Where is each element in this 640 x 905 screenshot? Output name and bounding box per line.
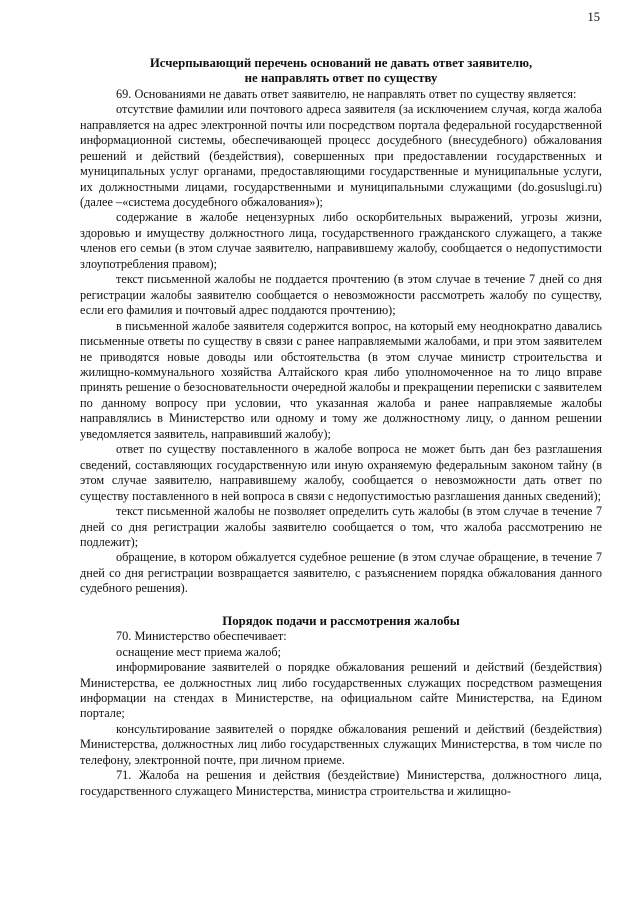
- page-number: 15: [587, 10, 600, 24]
- paragraph-no-surname: отсутствие фамилии или почтового адреса заявителя (за исключением случая, когда жалоба направляется на адрес электронной почты или посредством портала федеральной государственной информационной системы, обеспечивающей процесс досудебного (внесудебного) обжалования решений и действий (бездействия), совершенных при предоставлении государственных и муниципальных услуг органами, предоставляющими государственные и муниципальные услуги, их должностными лицами, государственными и муниципальными служащими (do.gosuslugi.ru) (далее –«система досудебного обжалования»);: [80, 102, 602, 209]
- section-title-grounds: [80, 0, 602, 87]
- paragraph-consulting: консультирование заявителей о порядке обжалования решений и действий (бездействия) Министерства, должностных лиц либо государственных служащих Министерства, в том числе по телефону, электронной почте, при личном приеме.: [80, 721, 602, 767]
- paragraph-71: 71. Жалоба на решения и действия (бездействие) Министерства, должностного лица, государственного служащего Министерства, министра строительства и жилищно-: [80, 768, 602, 798]
- section-title-line-1: Исчерпывающий перечень оснований не давать ответ заявителю,: [149, 56, 533, 70]
- paragraph-court-decision: обращение, в котором обжалуется судебное решение (в этом случае обращение, в течение 7 дней со дня регистрации возвращается заявителю, с разъяснением порядка обжалования данного судебного решения).: [80, 550, 602, 596]
- section-title-procedure: Порядок подачи и рассмотрения жалобы: [222, 613, 460, 628]
- paragraph-informing: информирование заявителей о порядке обжалования решений и действий (бездействия) Министерства, ее должностных лиц либо государственных служащих посредством размещения информации на стендах в Министерстве, на официальном сайте Министерства, на Едином портале;: [80, 660, 602, 721]
- paragraph-69: 69. Основаниями не давать ответ заявителю, не направлять ответ по существу является:: [116, 86, 577, 101]
- paragraph-repeated-question: в письменной жалобе заявителя содержится вопрос, на который ему неоднократно давались письменные ответы по существу в связи с ранее направляемыми жалобами, и при этом заявителем не приводятся новые доводы или обстоятельства (в этом случае министр строительства и жилищно-коммунального хозяйства Алтайского края либо уполномоченное на то лицо вправе принять решение о безосновательности очередной жалобы и прекращении переписки с заявителем по данному вопросу при условии, что указанная жалоба и ранее направляемые жалобы направлялись в Министерство или одному и тому же должностному лицу, о данном решении уведомляется заявитель, направивший жалобу);: [80, 318, 602, 441]
- paragraph-undefined-essence: текст письменной жалобы не позволяет определить суть жалобы (в этом случае в течение 7 дней со дня регистрации жалобы заявителю сообщается о том, что жалоба рассмотрению не подлежит);: [80, 504, 602, 549]
- section-title-line-2: не направлять ответ по существу: [244, 71, 438, 86]
- paragraph-secret-info: ответ по существу поставленного в жалобе вопроса не может быть дан без разглашения сведений, составляющих государственную или иную охраняемую федеральным законом тайну (в этом случае заявителю, направившему жалобу, сообщается о невозможности дать ответ по существу поставленного в ней вопроса в связи с недопустимостью разглашения данных сведений);: [80, 442, 602, 503]
- paragraph-obscene-content: содержание в жалобе нецензурных либо оскорбительных выражений, угрозы жизни, здоровью и имуществу должностного лица, государственного гражданского служащего, а также членов его семьи (в этом случае заявителю, направившему жалобу, сообщается о недопустимости злоупотребления правом);: [80, 210, 602, 271]
- paragraph-equipment: оснащение мест приема жалоб;: [116, 644, 282, 659]
- paragraph-70: 70. Министерство обеспечивает:: [116, 629, 287, 644]
- paragraph-unreadable-text: текст письменной жалобы не поддается прочтению (в этом случае в течение 7 дней со дня регистрации жалобы заявителю сообщается о невозможности рассмотреть жалобу по существу, если его фамилия и почтовый адрес поддаются прочтению);: [80, 272, 602, 318]
